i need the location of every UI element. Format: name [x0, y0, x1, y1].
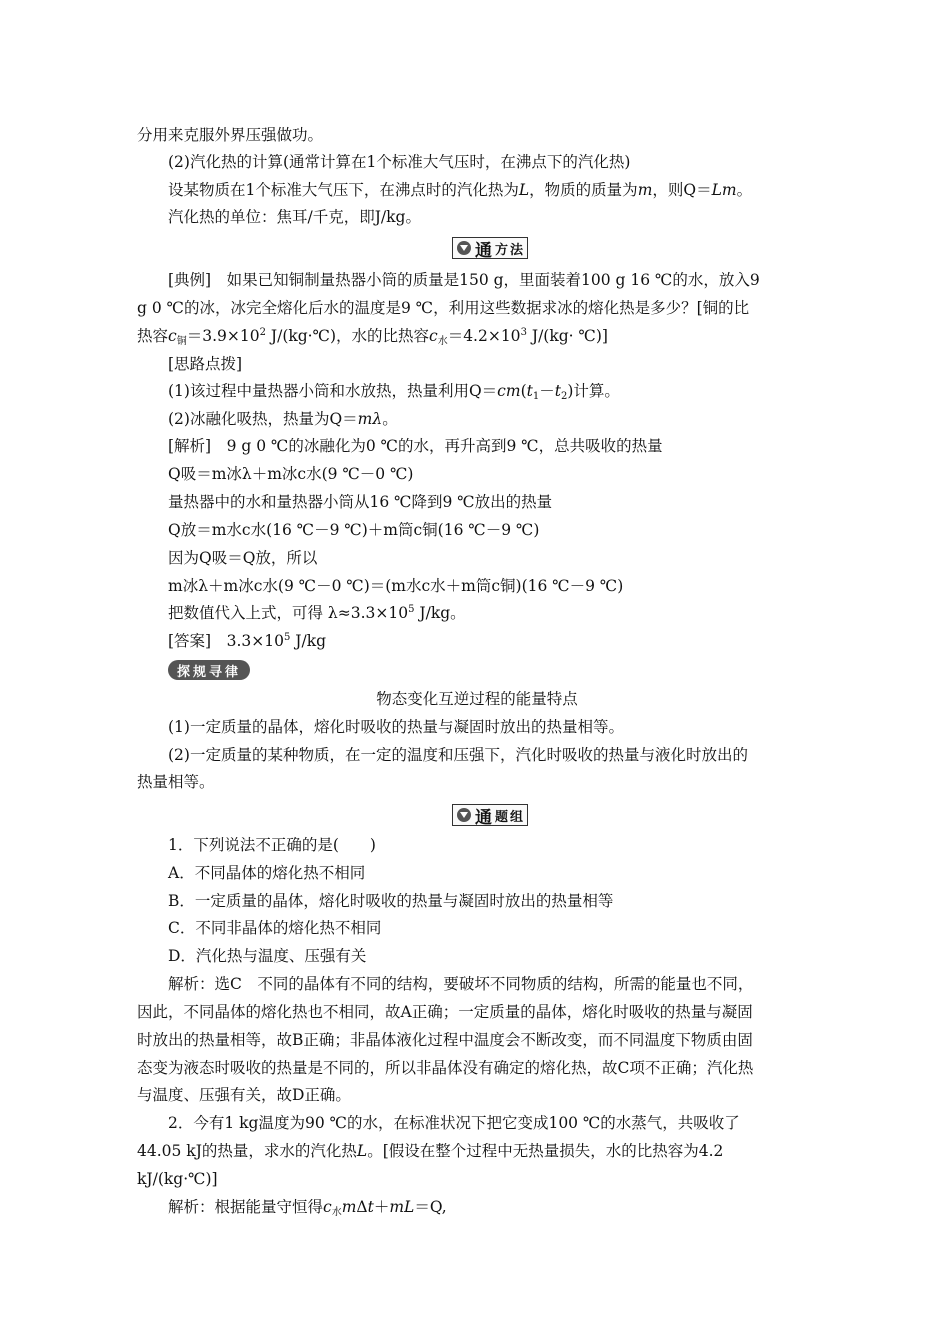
down-arrow-icon: [457, 808, 471, 822]
hint-line-1: (1)该过程中量热器小筒和水放热，热量利用$Q=cm(t_1-t_2)$计算。: [168, 382, 620, 402]
solution-line-1: [解析] 9 g 0 ℃的冰融化为0 ℃的水，再升高到9 ℃，总共吸收的热量: [168, 437, 663, 455]
hint-title: [思路点拨]: [168, 355, 243, 373]
intro-line-2: (2)汽化热的计算(通常计算在1个标准大气压时，在沸点下的汽化热): [168, 153, 631, 171]
rule-point-2b: 热量相等。: [137, 773, 215, 791]
q2-solution-1: 解析：根据能量守恒得$c_水m\Delta t+mL=Q$,: [168, 1198, 447, 1218]
solution-line-3: 量热器中的水和量热器小筒从16 ℃降到9 ℃放出的热量: [168, 493, 553, 511]
rule-title: 物态变化互逆过程的能量特点: [376, 690, 578, 708]
q1-solution-1: 解析：选C 不同的晶体有不同的结构，要破坏不同物质的结构，所需的能量也不同，: [168, 975, 754, 993]
rule-point-1: (1)一定质量的晶体，熔化时吸收的热量与凝固时放出的热量相等。: [168, 718, 624, 736]
q2-line-3: kJ/(kg·℃)]: [137, 1170, 218, 1188]
rule-point-2a: (2)一定质量的某种物质，在一定的温度和压强下，汽化时吸收的热量与液化时放出的: [168, 746, 748, 764]
solution-line-5: 因为Q吸＝Q放，所以: [168, 549, 318, 567]
example-line-2: g 0 ℃的冰，冰完全熔化后水的温度是9 ℃，利用这些数据求冰的熔化热是多少？[铜的比: [137, 299, 750, 317]
down-arrow-icon: [457, 241, 471, 255]
solution-line-2: Q吸＝m冰λ＋m冰c水(9 ℃－0 ℃): [168, 465, 414, 483]
q1-option-d: D．汽化热与温度、压强有关: [168, 947, 367, 965]
problems-banner: [452, 804, 528, 826]
banner-big-text: 通: [475, 240, 492, 261]
solution-line-4: Q放＝m水c水(16 ℃－9 ℃)＋m筒c铜(16 ℃－9 ℃): [168, 521, 540, 539]
banner-small-text: 方法: [495, 242, 526, 258]
example-line-3: 热容$c_铜=3.9\times 10^2$ J/(kg·℃)，水的比热容$c_水=4.2\times 10^3$ J/(kg· ℃)]: [137, 327, 608, 347]
q1-solution-5: 与温度、压强有关，故D正确。: [137, 1086, 351, 1104]
intro-line-3: 设某物质在1个标准大气压下，在沸点时的汽化热为L，物质的质量为m，则Q＝Lm。: [168, 181, 753, 199]
hint-line-2: (2)冰融化吸热，热量为Q＝mλ。: [168, 410, 398, 428]
banner-small-text: 题组: [495, 809, 526, 825]
q1-option-b: B．一定质量的晶体，熔化时吸收的热量与凝固时放出的热量相等: [168, 892, 614, 910]
q1-option-c: C．不同非晶体的熔化热不相同: [168, 919, 382, 937]
solution-line-7: 把数值代入上式，可得 $\lambda\approx 3.3\times 10^5$ J/kg。: [168, 604, 466, 622]
rule-pill-label: 探规寻律: [168, 660, 250, 680]
q1-option-a: A．不同晶体的熔化热不相同: [168, 864, 366, 882]
answer-line: [答案] $3.3\times 10^5$ J/kg: [168, 632, 327, 650]
q1-solution-2: 因此，不同晶体的熔化热也不相同，故A正确；一定质量的晶体，熔化时吸收的热量与凝固: [137, 1003, 753, 1021]
q2-line-1: 2．今有1 kg温度为90 ℃的水，在标准状况下把它变成100 ℃的水蒸气，共吸收了: [168, 1114, 740, 1132]
intro-line-4: 汽化热的单位：焦耳/千克，即J/kg。: [168, 208, 421, 226]
method-banner: [452, 237, 528, 259]
q1-solution-3: 时放出的热量相等，故B正确；非晶体液化过程中温度会不断改变，而不同温度下物质由固: [137, 1031, 753, 1049]
intro-line-1: 分用来克服外界压强做功。: [137, 126, 324, 144]
solution-line-6: m冰λ＋m冰c水(9 ℃－0 ℃)＝(m水c水＋m筒c铜)(16 ℃－9 ℃): [168, 577, 624, 595]
q2-line-2: 44.05 kJ的热量，求水的汽化热L。[假设在整个过程中无热量损失，水的比热容为4.2: [137, 1142, 724, 1160]
q1-stem: 1．下列说法不正确的是( ): [168, 836, 376, 854]
q1-solution-4: 态变为液态时吸收的热量是不同的，所以非晶体没有确定的熔化热，故C项不正确；汽化热: [137, 1059, 754, 1077]
banner-big-text: 通: [475, 807, 492, 828]
example-line-1: [典例] 如果已知铜制量热器小筒的质量是150 g，里面装着100 g 16 ℃的水，放入9: [168, 271, 760, 289]
